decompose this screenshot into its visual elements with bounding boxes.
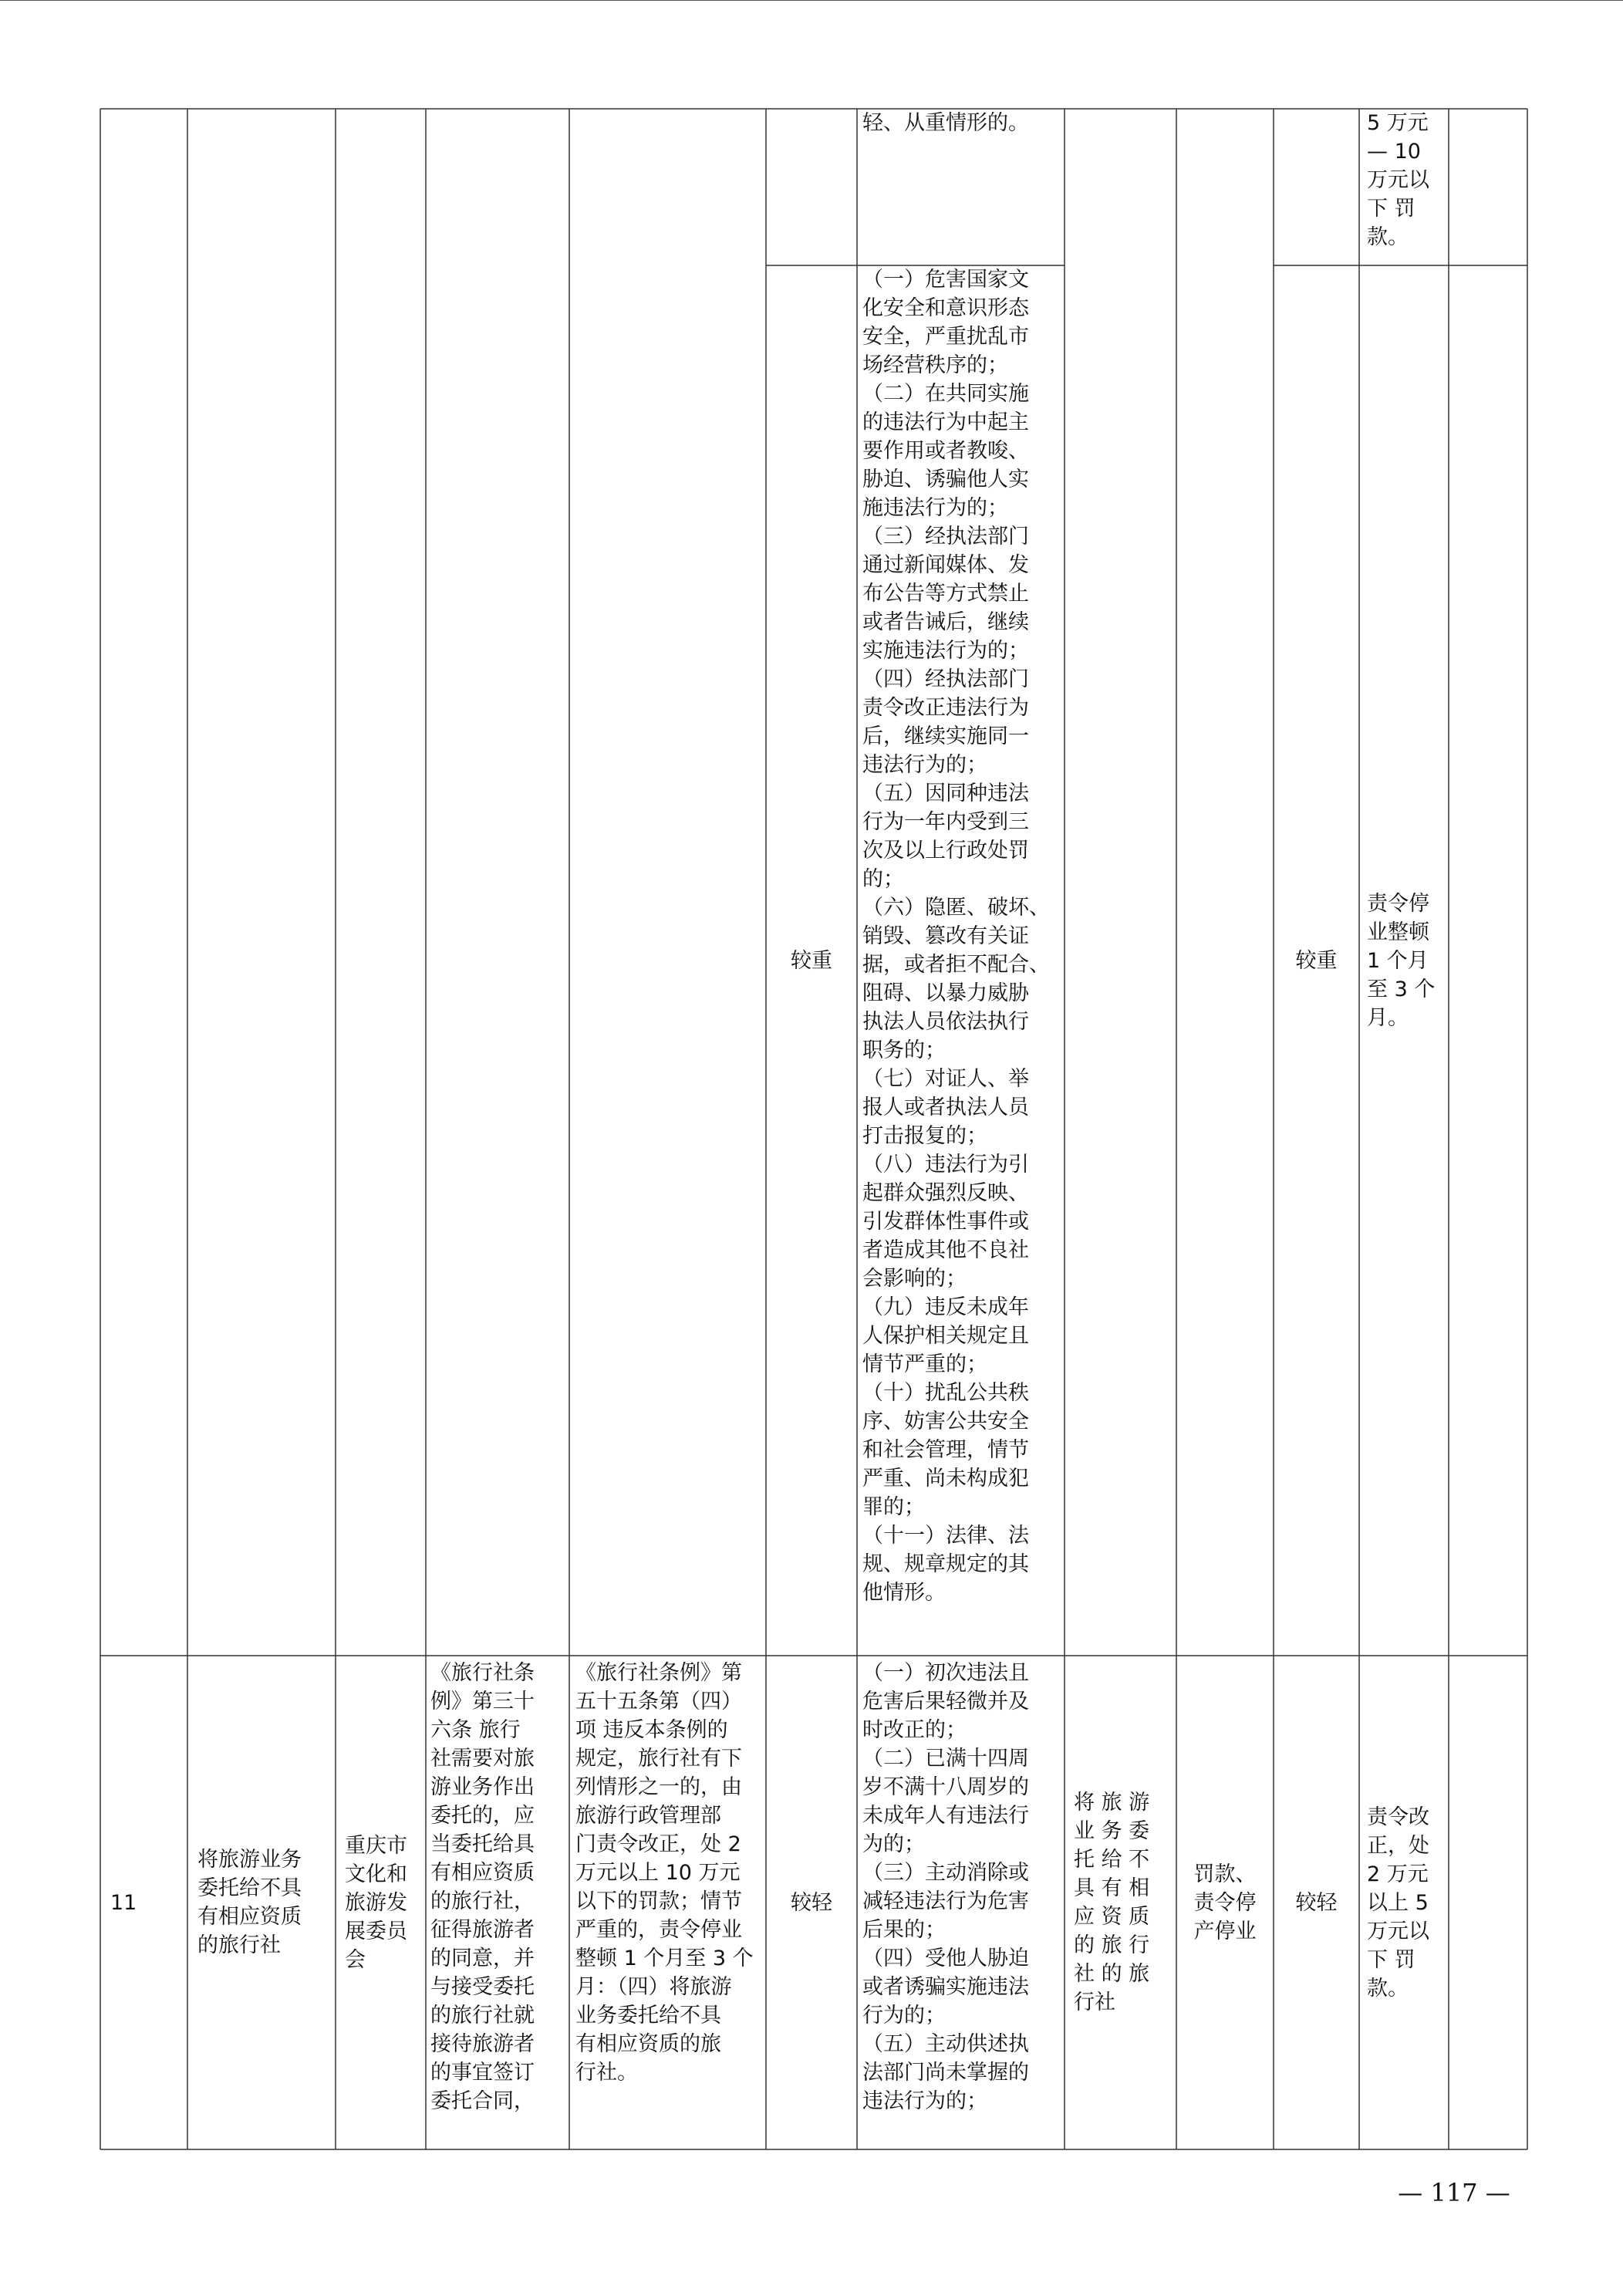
page-number: — 117 — (1398, 2178, 1510, 2207)
authority-name: 重庆市 文化和 旅游发 展委员 会 (345, 1833, 407, 1972)
penalty-text: 责令改 正，处 2 万元 以上 5 万元以 下 罚 款。 (1367, 1805, 1429, 2001)
penalty-cell-lighter (1367, 1656, 1448, 2149)
conditions-tail-cell: 轻、从重情形的。 (862, 111, 1029, 135)
row-number: 11 (110, 1890, 137, 1915)
row-number-cell (110, 1656, 184, 2149)
degree-cell-lighter (766, 1656, 857, 2149)
degree-label: 较轻 (791, 1890, 832, 1915)
degree-right-label: 较轻 (1295, 1890, 1338, 1915)
violation-type-cell (1074, 1656, 1174, 2149)
item-name-cell (197, 1656, 332, 2149)
conditions-cell-heavier: （一）危害国家文 化安全和意识形态 安全，严重扰乱市 场经营秩序的； （二）在共同实施 的违法行为中起主 要作用或者教唆、 胁迫、诱骗他人实 施违法行为的； （三）经执法部门 通过新闻媒体、发 布公告等方式禁止 或者告诫后，继续 实施违法行为的； （四）经执法部门 责令改正违法行为 后，继续实施同一 违法行为的； （五）因同种违法 行为一年内受到三 次及以上行政处罚 的； （六）隐匿、破坏、 销毁、篡改有关证 据，或者拒不配合、 阻碍、以暴力威胁 执法人员依法执行 职务的； （七）对证人、举 报人或者执法人员 打击报复的； （八）违法行为引 起群众强烈反映、 引发群体性事件或 者造成其他不良社 会影响的； （九）违反未成年 人保护相关规定且 情节严重的； （十）扰乱公共秩 序、妨害公共安全 和社会管理，情节 严重、尚未构成犯 罪的； （十一）法律、法 规、规章规定的其 他情形。 (862, 268, 1050, 1605)
degree-right-cell-lighter (1274, 1656, 1359, 2149)
penalty-type-cell (1176, 1656, 1274, 2149)
degree-label: 较重 (791, 948, 832, 973)
penalty-text: 责令停 业整顿 1 个月 至 3 个 月。 (1367, 891, 1436, 1030)
penalty-type: 罚款、 责令停 产停业 (1193, 1862, 1257, 1943)
penalty-prev-cell: 5 万元 — 10 万元以 下 罚 款。 (1367, 111, 1429, 249)
authority-cell (345, 1656, 422, 2149)
degree-right-label: 较重 (1295, 948, 1338, 973)
degree-cell-heavier (766, 265, 857, 1656)
basis-penalty-cell: 《旅行社条例》第 五十五条第（四） 项 违反本条例的 规定，旅行社有下 列情形之一的，由 旅游行政管理部 门责令改正，处 2 万元以上 10 万元 以下的罚款；情节 严重的，责令停业 整顿 1 个月至 3 个 月：（四）将旅游 业务委托给不具 有相应资质的旅 行社。 (575, 1661, 754, 2085)
violation-type: 将 旅 游 业 务 委 托 给 不 具 有 相 应 资 质 的 旅 行 社 的 旅 行社 (1074, 1791, 1150, 2014)
conditions-cell-lighter: （一）初次违法且 危害后果轻微并及 时改正的； （二）已满十四周 岁不满十八周岁的 未成年人有违法行 为的； （三）主动消除或 减轻违法行为危害 后果的； （四）受他人胁迫 或者诱骗实施违法 行为的； （五）主动供述执 法部门尚未掌握的 违法行为的； (862, 1661, 1029, 2113)
item-name: 将旅游业务 委托给不具 有相应资质 的旅行社 (197, 1848, 302, 1957)
basis-requirement-cell: 《旅行社条 例》第三十 六条 旅行 社需要对旅 游业务作出 委托的，应 当委托给具 有相应资质 的旅行社， 征得旅游者 的同意，并 与接受委托 的旅行社就 接待旅游者 的事宜签订 委托合同， (430, 1661, 535, 2113)
degree-right-cell-heavier (1274, 265, 1359, 1656)
penalty-cell-heavier (1367, 265, 1448, 1656)
